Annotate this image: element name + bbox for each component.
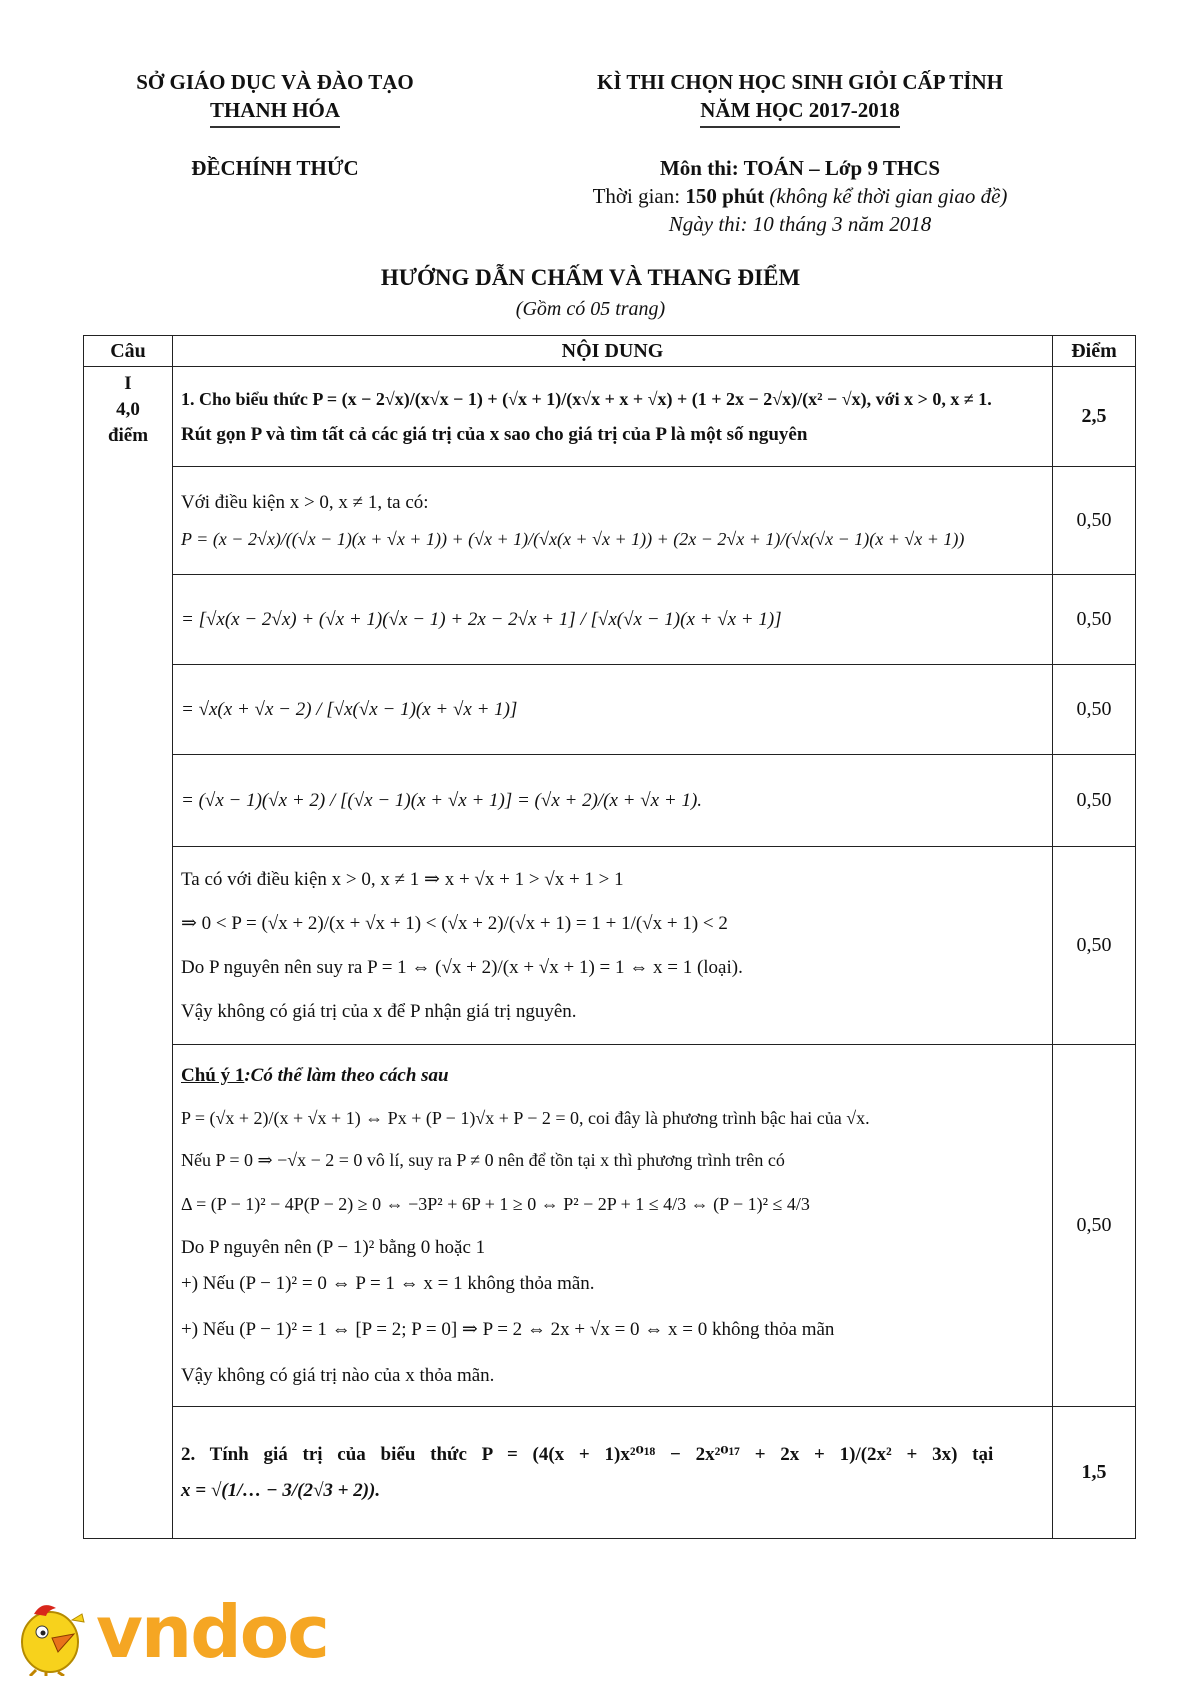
time-note: (không kể thời gian giao đề) xyxy=(769,184,1008,208)
col-header-cau: Câu xyxy=(84,336,173,367)
note-title: :Có thể làm theo cách sau xyxy=(244,1064,449,1086)
step-3-expression: = √x(x + √x − 2) / [√x(√x − 1)(x + √x + 1)] xyxy=(181,698,518,720)
step-1 xyxy=(173,467,1053,575)
department-name: SỞ GIÁO DỤC VÀ ĐÀO TẠO xyxy=(136,70,414,94)
table-row xyxy=(84,367,1136,467)
note-line-6: +) Nếu (P − 1)² = 1 ⇔ [P = 2; P = 0] ⇒ P = 2 ⇔ 2x + √x = 0 ⇔ x = 0 không thỏa mãn xyxy=(181,1318,835,1340)
exam-name: KÌ THI CHỌN HỌC SINH GIỎI CẤP TỈNH xyxy=(597,70,1003,94)
note-line-3: Δ = (P − 1)² − 4P(P − 2) ≥ 0 ⇔ −3P² + 6P + 1 ≥ 0 ⇔ P² − 2P + 1 ≤ 4/3 ⇔ (P − 1)² ≤ 4/3 xyxy=(181,1193,810,1214)
prompt-2-expression: 2. Tính giá trị của biểu thức P = (4(x + 1)x²⁰¹⁸ − 2x²⁰¹⁷ + 2x + 1)/(2x² + 3x) tại xyxy=(181,1443,994,1465)
note-conclusion: Vậy không có giá trị nào của x thỏa mãn. xyxy=(181,1364,495,1386)
note-line-2: Nếu P = 0 ⇒ −√x − 2 = 0 vô lí, suy ra P ≠ 0 nên để tồn tại x thì phương trình trên có xyxy=(181,1149,785,1170)
step-3 xyxy=(173,665,1053,755)
step-1-expression: P = (x − 2√x)/((√x − 1)(x + √x + 1)) + (√x + 1)/(√x(x + √x + 1)) + (2x − 2√x + 1)/(√x(√x − 1)(x + √x + 1)) xyxy=(181,528,965,549)
official-label: ĐỀCHÍNH THỨC xyxy=(191,156,359,180)
prompt-1 xyxy=(173,367,1053,467)
step-5-conclusion: Vậy không có giá trị của x để P nhận giá trị nguyên. xyxy=(181,1000,577,1022)
score-cell: 0,50 xyxy=(1053,467,1136,575)
score-cell: 2,5 xyxy=(1053,367,1136,467)
prompt-2-x-value: x = √(1/… − 3/(2√3 + 2)). xyxy=(181,1479,381,1501)
school-year: NĂM HỌC 2017-2018 xyxy=(700,96,899,128)
table-row xyxy=(84,665,1136,755)
step-2-expression: = [√x(x − 2√x) + (√x + 1)(√x − 1) + 2x − 2√x + 1] / [√x(√x − 1)(x + √x + 1)] xyxy=(181,608,782,630)
table-row xyxy=(84,755,1136,847)
score-cell: 0,50 xyxy=(1053,1045,1136,1407)
step-5-line-3: Do P nguyên nên suy ra P = 1 ⇔ (√x + 2)/(x + √x + 1) = 1 ⇔ x = 1 (loại). xyxy=(181,956,743,978)
note-line-4: Do P nguyên nên (P − 1)² bằng 0 hoặc 1 xyxy=(181,1236,486,1258)
table-row xyxy=(84,847,1136,1045)
note-label: Chú ý 1 xyxy=(181,1064,245,1086)
table-row xyxy=(84,575,1136,665)
step-4 xyxy=(173,755,1053,847)
note-1 xyxy=(173,1045,1053,1407)
score-cell: 0,50 xyxy=(1053,665,1136,755)
score-cell: 1,5 xyxy=(1053,1407,1136,1539)
subject-line: Môn thi: TOÁN – Lớp 9 THCS xyxy=(659,156,941,180)
score-cell: 0,50 xyxy=(1053,575,1136,665)
step-1-condition: Với điều kiện x > 0, x ≠ 1, ta có: xyxy=(181,491,429,513)
chick-mascot-icon xyxy=(12,1596,88,1676)
document-subtitle: (Gồm có 05 trang) xyxy=(515,298,666,320)
table-header-row xyxy=(84,336,1136,367)
question-cell xyxy=(84,367,173,1539)
time-value: 150 phút xyxy=(685,184,765,208)
step-5 xyxy=(173,847,1053,1045)
exam-date: Ngày thi: 10 tháng 3 năm 2018 xyxy=(668,212,932,236)
score-cell: 0,50 xyxy=(1053,755,1136,847)
time-line xyxy=(540,182,1060,210)
step-5-line-2: ⇒ 0 < P = (√x + 2)/(x + √x + 1) < (√x + 2)/(√x + 1) = 1 + 1/(√x + 1) < 2 xyxy=(181,912,728,934)
question-points: 4,0 xyxy=(116,399,140,420)
step-4-expression: = (√x − 1)(√x + 2) / [(√x − 1)(x + √x + 1)] = (√x + 2)/(x + √x + 1). xyxy=(181,789,703,811)
document-title: HƯỚNG DẪN CHẤM VÀ THANG ĐIỂM xyxy=(380,265,801,290)
note-line-5: +) Nếu (P − 1)² = 0 ⇔ P = 1 ⇔ x = 1 không thỏa mãn. xyxy=(181,1272,595,1294)
question-points-unit: điểm xyxy=(107,425,149,446)
table-row xyxy=(84,1407,1136,1539)
header-left xyxy=(95,68,455,182)
vndoc-watermark xyxy=(8,1590,338,1684)
vndoc-logo-text: vndoc xyxy=(96,1590,328,1674)
province-name: THANH HÓA xyxy=(210,96,340,128)
header-right xyxy=(540,68,1060,238)
step-5-line-1: Ta có với điều kiện x > 0, x ≠ 1 ⇒ x + √x + 1 > √x + 1 > 1 xyxy=(181,868,624,890)
col-header-content: NỘI DUNG xyxy=(173,336,1053,367)
grading-table xyxy=(83,335,1136,1539)
col-header-diem: Điểm xyxy=(1053,336,1136,367)
note-line-1: P = (√x + 2)/(x + √x + 1) ⇔ Px + (P − 1)√x + P − 2 = 0, coi đây là phương trình bậc hai của √x. xyxy=(181,1107,870,1128)
prompt-1-task: Rút gọn P và tìm tất cả các giá trị của x sao cho giá trị của P là một số nguyên xyxy=(181,423,808,445)
step-2 xyxy=(173,575,1053,665)
score-cell: 0,50 xyxy=(1053,847,1136,1045)
time-label: Thời gian: xyxy=(592,184,686,208)
prompt-1-expression: 1. Cho biểu thức P = (x − 2√x)/(x√x − 1) + (√x + 1)/(x√x + x + √x) + (1 + 2x − 2√x)/(x² − √x), với x > 0, x ≠ 1. xyxy=(181,388,992,409)
table-row xyxy=(84,1045,1136,1407)
prompt-2 xyxy=(173,1407,1053,1539)
table-row xyxy=(84,467,1136,575)
question-number: I xyxy=(124,373,132,394)
